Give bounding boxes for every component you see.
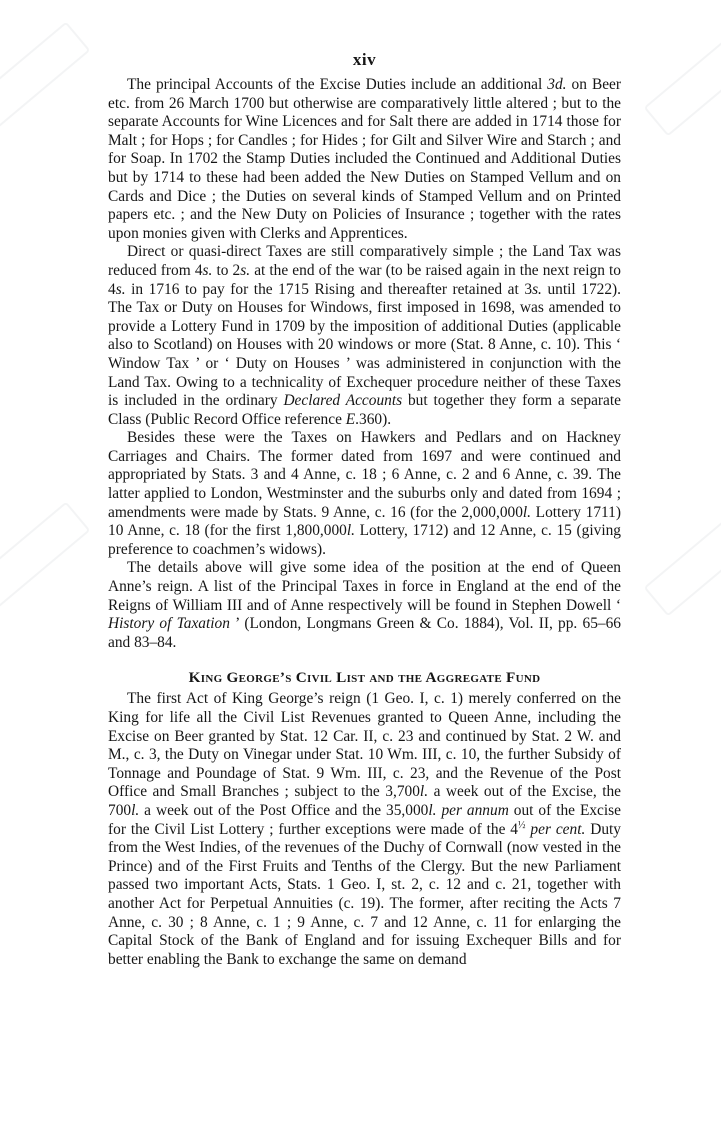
section-heading: King George’s Civil List and the Aggregate Fund: [188, 669, 541, 687]
italic-text: per cent.: [530, 820, 586, 838]
watermark-stamp: [643, 21, 721, 136]
italic-text: l.: [522, 503, 532, 521]
paragraph: [108, 690, 621, 969]
watermark-stamp: [643, 501, 721, 616]
text-run: until 1722). The Tax or Duty on Houses for Windows, first imposed in 1698, was amended to provide a Lottery Fund in 1709 by the imposition of additional Duties (applicable also to Scotland) on Houses with 20 windows or more (Stat. 8 Anne, c. 10). This ‘ Window Tax ’ or ‘ Duty on Houses ’ was administered in conjunction with the Land Tax. Owing to a technicality of Exchequer procedure neither of these Taxes is included in the ordinary: [108, 280, 622, 410]
text-run: a week out of the Post Office and the 35,000: [139, 801, 429, 819]
watermark-stamp: [0, 501, 91, 616]
body-text: [108, 76, 621, 652]
fraction-text: ½: [518, 819, 526, 831]
italic-text: l.: [419, 783, 429, 801]
italic-text: s.: [202, 261, 213, 279]
text-run: Duty from the West Indies, of the revenues of the Duchy of Cornwall (now vested in the Prince) and of the First Fruits and Tenths of the Clergy. But the new Parliament passed two important Acts, Stats. 1 Geo. I, st. 2, c. 12 and c. 21, together with another Act for Perpetual Annuities (c. 19). The former, after reciting the Acts 7 Anne, c. 30 ; 8 Anne, c. 1 ; 9 Anne, c. 7 and 12 Anne, c. 11 for enlarging the Capital Stock of the Bank of England and for issuing Exchequer Bills and for better enabling the Bank to exchange the same on demand: [108, 820, 621, 968]
italic-text: l.: [131, 801, 140, 819]
text-run: Lottery 1711) 10 Anne, c. 18 (for the first 1,800,000: [108, 503, 621, 540]
italic-text: 3d.: [547, 76, 567, 93]
page-number: xiv: [352, 50, 377, 69]
text-run: out of the Excise for the Civil List Lottery ; further exceptions were made of the 4: [108, 801, 621, 838]
text-run: at the end of the war (to be raised again in the next reign to 4: [108, 261, 621, 298]
italic-text: per annum: [441, 801, 509, 819]
text-run: a week out of the Excise, the 700: [108, 783, 622, 819]
paragraph: [108, 559, 621, 652]
section-body-text: [108, 690, 621, 969]
italic-text: s.: [115, 280, 126, 298]
text-run: .360).: [355, 410, 392, 428]
text-run: on Beer etc. from 26 March 1700 but otherwise are comparatively little altered ; but to the separate Accounts for Wine Licences and for Salt there are added in 1714 those for Malt ; for Hops ; for Candles ; for Hides ; for Gilt and Silver Wire and Starch ; and for Soap. In 1702 the Stamp Duties included the Continued and Additional Duties but by 1714 to these had been added the New Duties on Stamped Vellum and on Cards and Dice ; the Duties on several kinds of Stamped Vellum and on Printed papers etc. ; and the New Duty on Policies of Insurance ; together with the rates upon monies given with Clerks and Apprentices.: [108, 76, 622, 242]
paragraph: [108, 243, 621, 429]
text-run: The principal Accounts of the Excise Duties include an additional: [127, 76, 548, 93]
text-run: Besides these were the Taxes on Hawkers and Pedlars and on Hackney Carriages and Chairs. The former dated from 1697 and were continued and appropriated by Stats. 3 and 4 Anne, c. 18 ; 6 Anne, c. 2 and 6 Anne, c. 39. The latter applied to London, Westminster and the suburbs only and dated from 1694 ; amendments were made by Stats. 9 Anne, c. 16 (for the 2,000,000: [108, 429, 621, 521]
paragraph: [108, 429, 621, 559]
text-run: Lottery, 1712) and 12 Anne, c. 15 (giving preference to coachmen’s widows).: [108, 522, 621, 558]
text-run: but together they form a separate Class (Public Record Office reference: [108, 392, 621, 428]
text-run: ’ (London, Longmans Green & Co. 1884), Vol. II, pp. 65–66 and 83–84.: [108, 615, 621, 651]
italic-text: s.: [240, 261, 251, 279]
text-run: The details above will give some idea of the position at the end of Queen Anne’s reign. A list of the Principal Taxes in force in England at the end of the Reigns of William III and of Anne respectively will be found in Stephen Dowell ‘: [108, 559, 621, 614]
text-run: in 1716 to pay for the 1715 Rising and thereafter retained at 3: [125, 280, 533, 298]
italic-text: l.: [428, 801, 437, 819]
italic-text: l.: [346, 522, 355, 540]
italic-text: E: [345, 410, 356, 428]
text-run: to 2: [212, 261, 241, 279]
italic-text: Declared Accounts: [283, 392, 403, 410]
italic-text: s.: [532, 280, 542, 298]
text-run: The first Act of King George’s reign (1 Geo. I, c. 1) merely conferred on the King for life all the Civil List Revenues granted to Queen Anne, including the Excise on Beer granted by Stat. 12 Car. II, c. 23 and continued by Stat. 2 W. and M., c. 3, the Duty on Vinegar under Stat. 10 Wm. III, c. 10, the further Subsidy of Tonnage and Poundage of Stat. 9 Wm. III, c. 23, and the Revenue of the Post Office and Small Branches ; subject to the 3,700: [108, 690, 621, 801]
paragraph: [108, 76, 621, 243]
italic-text: History of Taxation: [108, 615, 230, 633]
watermark-stamp: [0, 21, 91, 136]
text-run: Direct or quasi-direct Taxes are still comparatively simple ; the Land Tax was reduced from 4: [108, 243, 621, 279]
